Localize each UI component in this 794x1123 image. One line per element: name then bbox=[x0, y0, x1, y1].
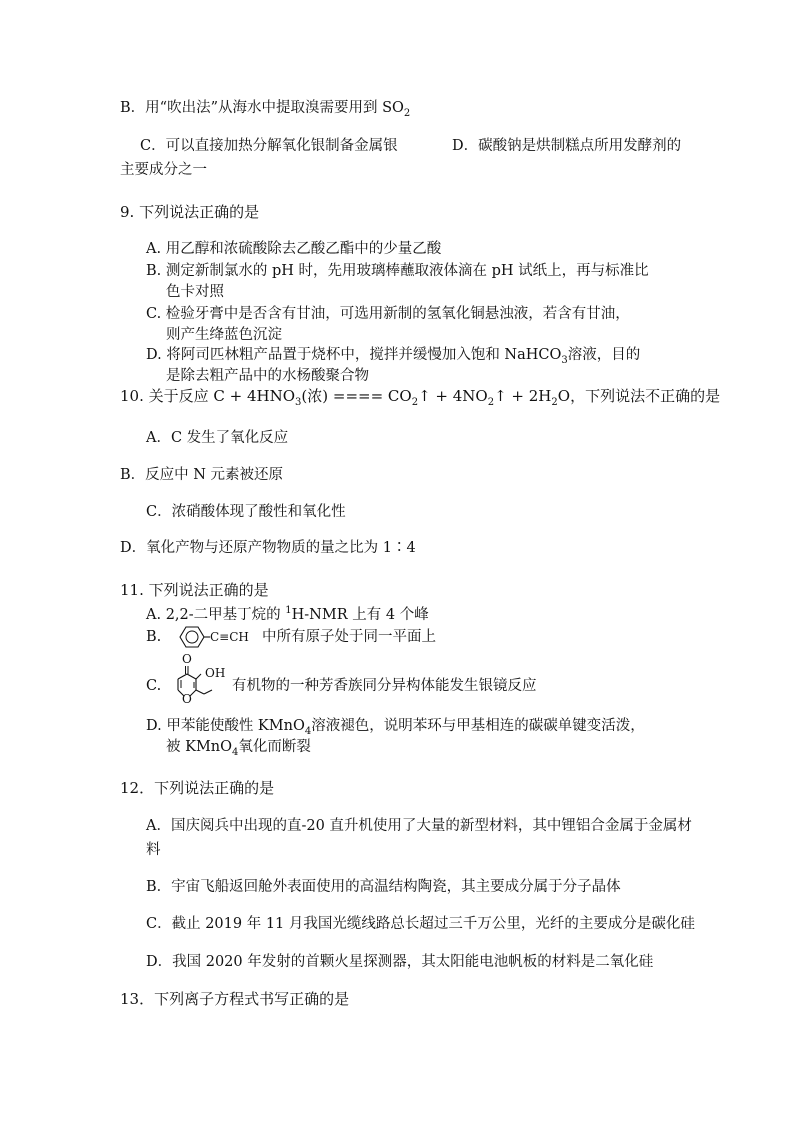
q8-option-d-line1: D．碳酸钠是烘制糕点所用发酵剂的 bbox=[452, 138, 682, 154]
q10-option-c: C．浓硝酸体现了酸性和氧化性 bbox=[146, 504, 346, 520]
q11-option-c-text: 有机物的一种芳香族同分异构体能发生银镜反应 bbox=[232, 678, 537, 694]
q10-option-b: B．反应中 N 元素被还原 bbox=[120, 467, 284, 483]
q10-option-d: D．氧化产物与还原产物物质的量之比为 1∶4 bbox=[120, 540, 416, 556]
q12-option-d: D．我国 2020 年发射的首颗火星探测器，其太阳能电池帆板的材料是二氧化硅 bbox=[146, 954, 654, 970]
q9-option-c-line2: 则产生绛蓝色沉淀 bbox=[166, 327, 282, 343]
q9-option-d-line1: D. 将阿司匹林粗产品置于烧杯中，搅拌并缓慢加入饱和 NaHCO$_3$溶液，目的 bbox=[146, 347, 641, 366]
q11-stem: 11. 下列说法正确的是 bbox=[120, 581, 269, 599]
maltol-ring-o: O bbox=[182, 692, 192, 706]
q11-option-a: A. 2,2-二甲基丁烷的 $^1$H-NMR 上有 4 个峰 bbox=[146, 605, 429, 623]
q9-option-d-line2: 是除去粗产品中的水杨酸聚合物 bbox=[166, 368, 369, 384]
maltol-hydroxyl: OH bbox=[205, 666, 226, 680]
q11-option-b-text: 中所有原子处于同一平面上 bbox=[262, 629, 436, 645]
q9-option-b-line2: 色卡对照 bbox=[166, 284, 224, 300]
q9-option-a: A. 用乙醇和浓硫酸除去乙酸乙酯中的少量乙酸 bbox=[146, 241, 442, 257]
q12-option-a-line2: 料 bbox=[146, 842, 161, 858]
q9-stem: 9. 下列说法正确的是 bbox=[120, 203, 260, 221]
q10-stem: 10. 关于反应 $C + 4HNO_3$(浓) ==== $CO_2↑$ + $4NO_2↑ + 2H_2O$，下列说法不正确的是 bbox=[120, 387, 721, 408]
q11-option-d-line1: D. 甲苯能使酸性 KMnO$_4$溶液褪色，说明苯环与甲基相连的碳碳单键变活泼， bbox=[146, 718, 645, 737]
q13-stem: 13．下列离子方程式书写正确的是 bbox=[120, 990, 350, 1008]
q12-option-c: C．截止 2019 年 11 月我国光缆线路总长超过三千万公里，光纤的主要成分是碳化硅 bbox=[146, 916, 695, 932]
q11-option-b: B. bbox=[146, 629, 162, 645]
q8-option-d-line2: 主要成分之一 bbox=[120, 162, 207, 178]
benzene-ring-structure bbox=[172, 622, 212, 652]
q12-option-b: B．宇宙飞船返回舱外表面使用的高温结构陶瓷，其主要成分属于分子晶体 bbox=[146, 879, 621, 895]
q11-option-c: C. bbox=[146, 678, 162, 694]
q10-option-a: A．C 发生了氧化反应 bbox=[146, 430, 289, 446]
q9-option-c-line1: C. 检验牙膏中是否含有甘油，可选用新制的氢氧化铜悬浊液，若含有甘油， bbox=[146, 306, 630, 322]
q8-option-b: B．用“吹出法”从海水中提取溴需要用到 $SO_2$ bbox=[120, 100, 411, 119]
q12-stem: 12．下列说法正确的是 bbox=[120, 779, 275, 797]
q11-option-b-group: C≡CH bbox=[210, 630, 249, 644]
q8-option-c: C．可以直接加热分解氧化银制备金属银 bbox=[140, 138, 398, 154]
maltol-carbonyl-o: O bbox=[182, 652, 192, 666]
maltol-structure bbox=[168, 652, 230, 712]
q9-option-b-line1: B. 测定新制氯水的 pH 时，先用玻璃棒蘸取液体滴在 pH 试纸上，再与标准比 bbox=[146, 263, 649, 279]
q12-option-a-line1: A．国庆阅兵中出现的直-20 直升机使用了大量的新型材料，其中锂铝合金属于金属材 bbox=[146, 818, 692, 834]
q11-option-d-line2: 被 KMnO$_4$氧化而断裂 bbox=[166, 739, 311, 758]
